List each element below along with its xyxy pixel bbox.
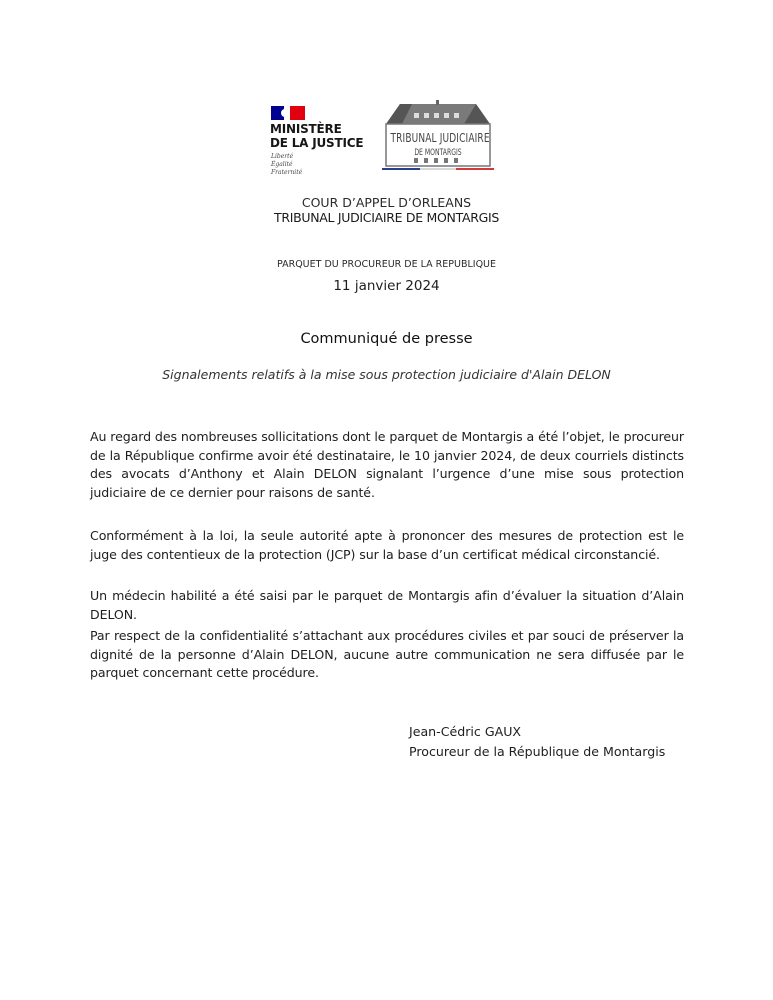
- motto-fraternite: Fraternité: [271, 169, 303, 176]
- motto-egalite: Égalité: [271, 161, 293, 168]
- document-date: 11 janvier 2024: [333, 278, 440, 294]
- tribunal-logo-subtitle: DE MONTARGIS: [414, 148, 462, 158]
- republic-motto: [271, 153, 302, 177]
- ministry-of-justice-logo: [270, 104, 365, 184]
- ministry-name-line2: DE LA JUSTICE: [270, 136, 364, 150]
- document-subtitle: Signalements relatifs à la mise sous protection judiciaire d'Alain DELON: [162, 367, 611, 382]
- tribunal-name: TRIBUNAL JUDICIAIRE DE MONTARGIS: [273, 210, 499, 225]
- paragraph-3: Un médecin habilité a été saisi par le parquet de Montargis afin d’évaluer la situation d’Alain DELON.: [90, 588, 684, 622]
- paragraph-4: Par respect de la confidentialité s’attachant aux procédures civiles et par souci de préserver la dignité de la personne d’Alain DELON, aucune autre communication ne sera diffusée par le parquet concernant cette procédure.: [90, 628, 684, 680]
- paragraph-2: Conformément à la loi, la seule autorité apte à prononcer des mesures de protection est le juge des contentieux de la protection (JCP) sur la base d’un certificat médical circonstancié.: [90, 528, 684, 562]
- ministry-name-line1: MINISTÈRE: [270, 122, 342, 136]
- paragraph-1: Au regard des nombreuses sollicitations dont le parquet de Montargis a été l’objet, le procureur de la République confirme avoir été destinataire, le 10 janvier 2024, de deux courriels distincts des avocats d’Anthony et Alain DELON signalant l’urgence d’une mise sous protection judiciaire de ce dernier pour raisons de santé.: [90, 429, 684, 500]
- court-of-appeal: COUR D’APPEL D’ORLEANS: [301, 195, 472, 210]
- department-name: PARQUET DU PROCUREUR DE LA REPUBLIQUE: [276, 259, 497, 270]
- marianne-flag-icon: [271, 106, 305, 120]
- tribunal-logo-title: TRIBUNAL JUDICIAIRE: [390, 130, 490, 145]
- signatory-name: Jean-Cédric GAUX: [409, 724, 522, 739]
- ministry-name: [270, 122, 363, 150]
- document-title: Communiqué de presse: [300, 331, 473, 347]
- motto-liberte: Liberté: [271, 153, 294, 160]
- signatory-title: Procureur de la République de Montargis: [409, 744, 666, 759]
- tribunal-judiciaire-logo: [372, 100, 504, 176]
